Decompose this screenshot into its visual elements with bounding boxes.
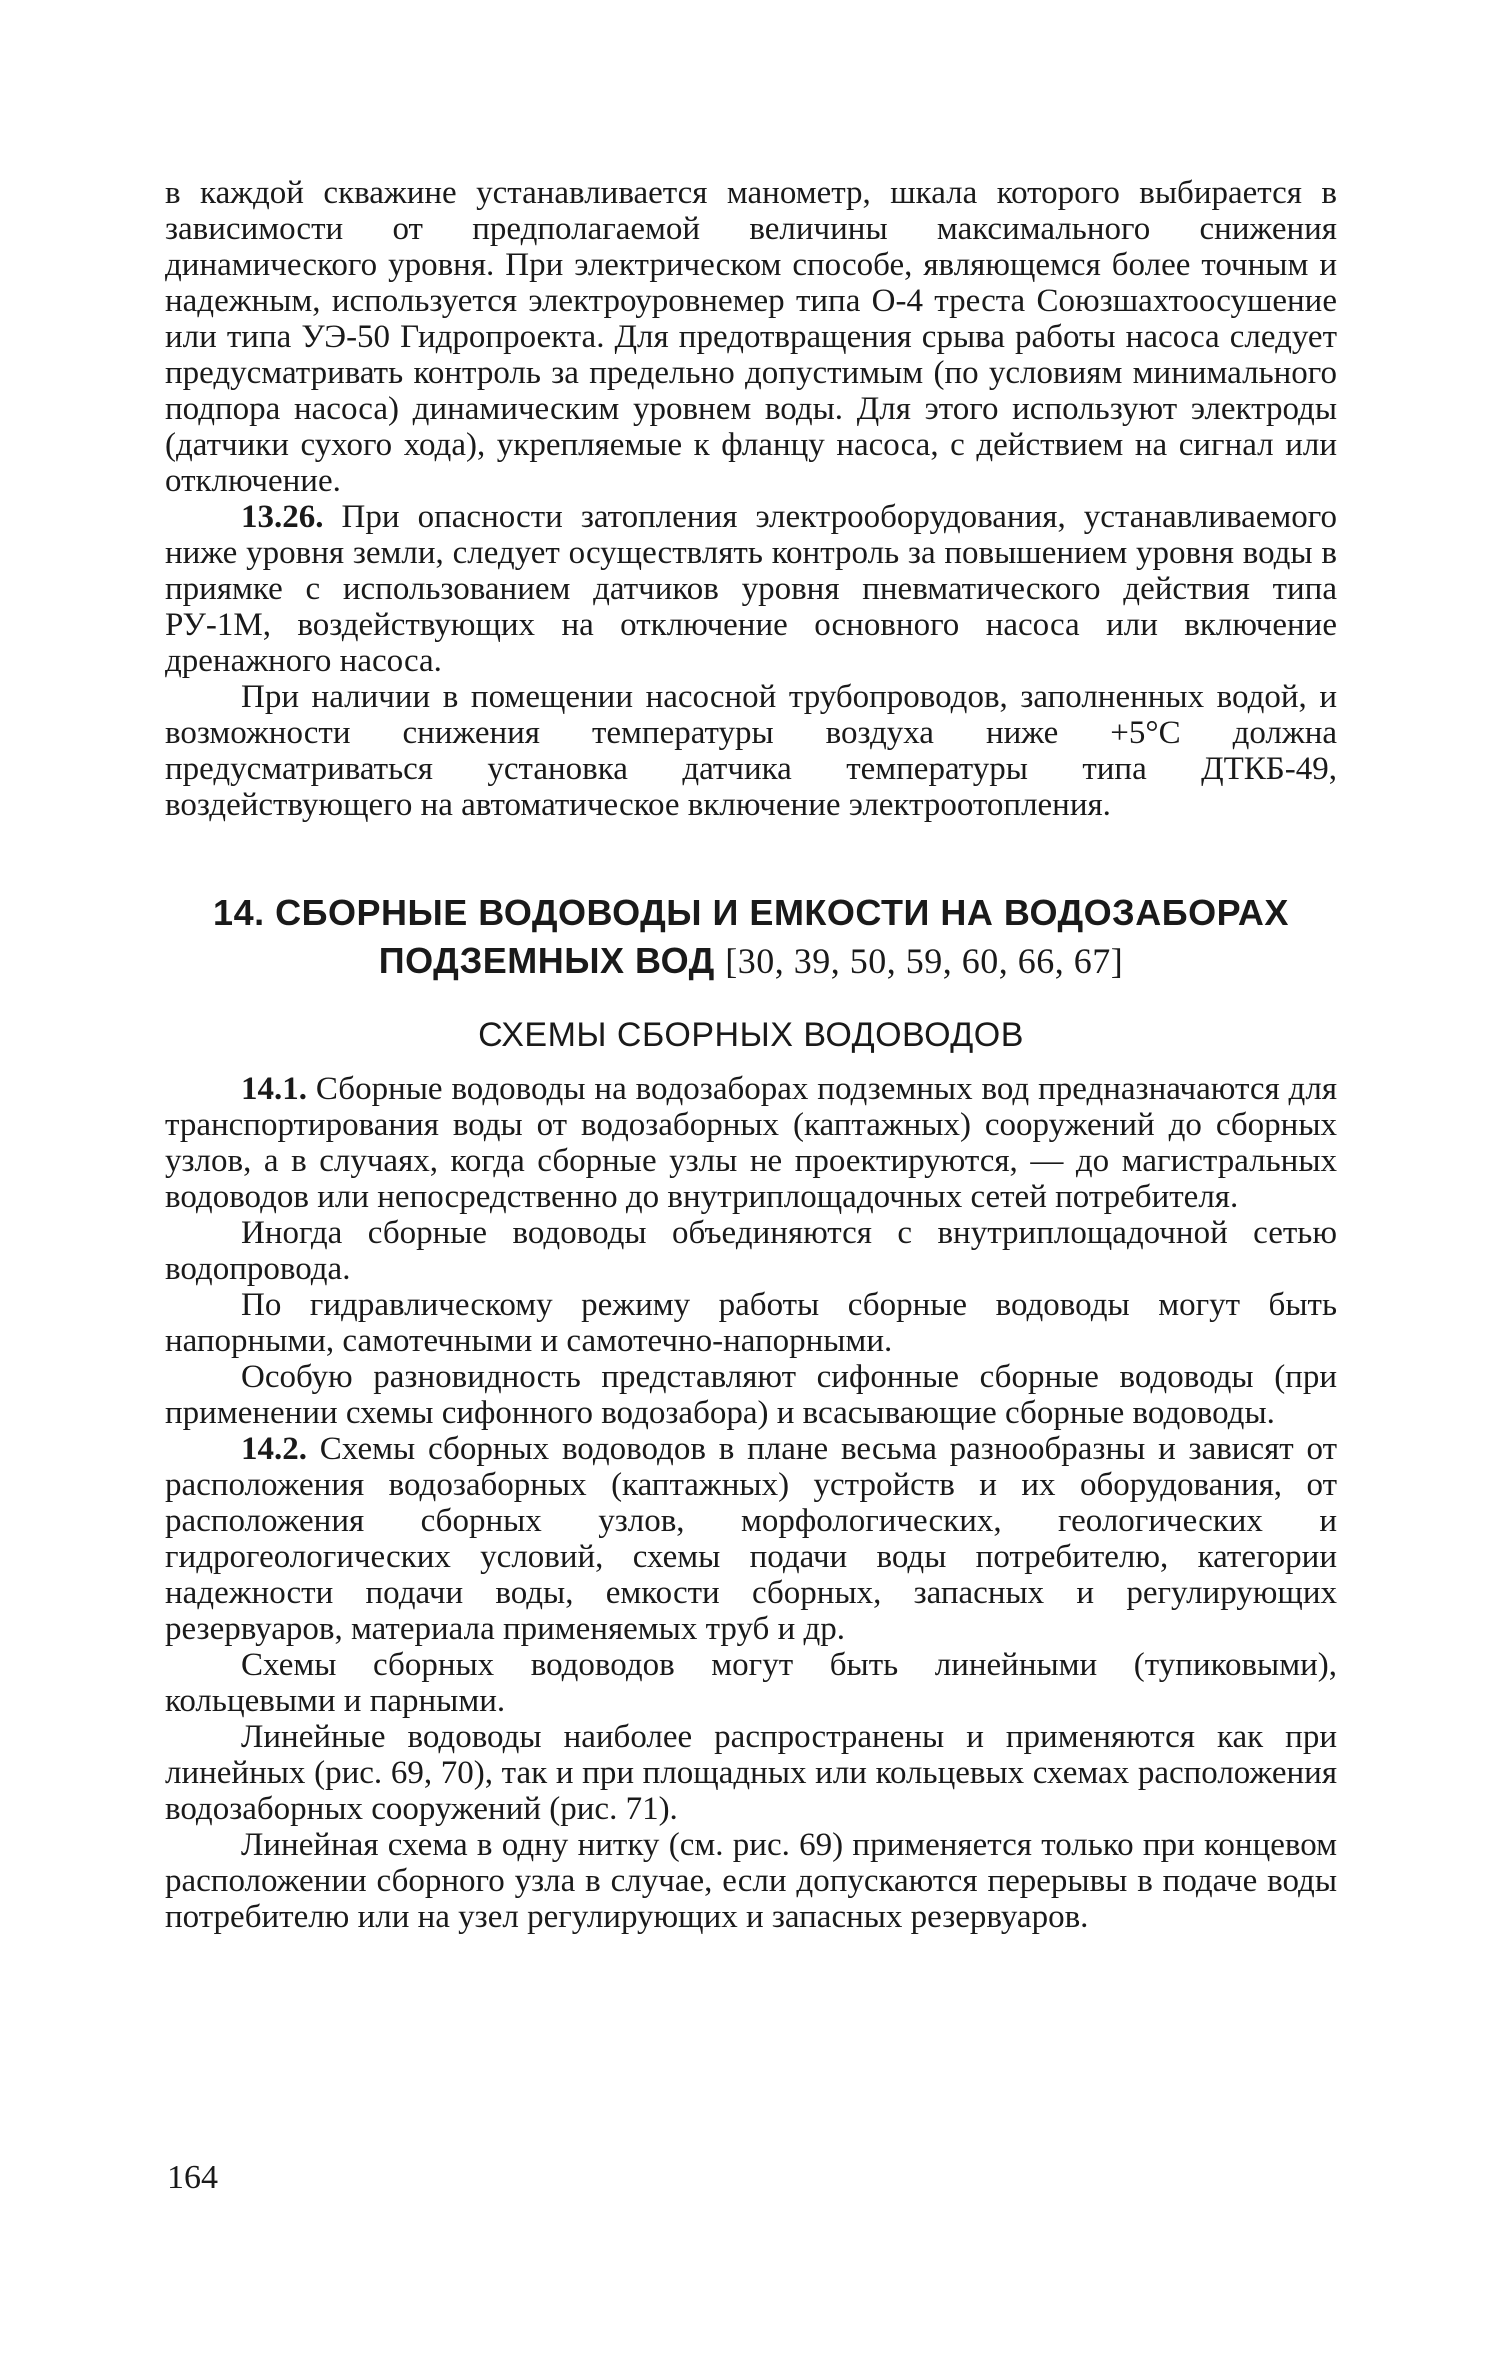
page-body <box>165 175 1337 1935</box>
paragraph-linear <box>165 1719 1337 1827</box>
paragraph-number: 14.1. <box>241 1071 307 1107</box>
body-paragraphs <box>165 1071 1337 1935</box>
section-title-line-1 <box>165 889 1337 937</box>
paragraph-combined-network <box>165 1215 1337 1287</box>
section-number: 14. <box>213 892 265 933</box>
paragraph-siphon <box>165 1359 1337 1431</box>
paragraph-text: Линейная схема в одну нитку (см. рис. 69) применяется только при концевом расположении сборного узла в случае, если допускаются перерывы в подаче воды потребителю или на узел регулирующих и запасных резервуаров. <box>165 1827 1337 1935</box>
paragraph-hydraulic-mode <box>165 1287 1337 1359</box>
top-paragraphs <box>165 175 1337 823</box>
paragraph-number: 13.26. <box>241 499 324 535</box>
section-title-line-2 <box>165 937 1337 985</box>
paragraph-14-1 <box>165 1071 1337 1215</box>
page-number: 164 <box>167 2159 218 2196</box>
paragraph-13-26 <box>165 499 1337 679</box>
paragraph-heating-sensor <box>165 679 1337 823</box>
paragraph-scheme-types <box>165 1647 1337 1719</box>
paragraph-text: Сборные водоводы на водозаборах подземных вод предназначаются для транспортирования воды от водозаборных (каптажных) сооружений до сборных узлов, а в случаях, когда сборные узлы не проектируются, — до магистральных водоводов или непосредственно до внутриплощадочных сетей потребителя. <box>165 1071 1337 1215</box>
section-title-part-1: СБОРНЫЕ ВОДОВОДЫ И ЕМКОСТИ НА ВОДОЗАБОРАХ <box>275 892 1289 933</box>
section-title-part-2: ПОДЗЕМНЫХ ВОД <box>378 940 715 981</box>
paragraph-continuation <box>165 175 1337 499</box>
section-heading <box>165 889 1337 985</box>
paragraph-text: По гидравлическому режиму работы сборные водоводы могут быть напорными, самотечными и самотечно-напорными. <box>165 1287 1337 1359</box>
paragraph-text: При наличии в помещении насосной трубопроводов, заполненных водой, и возможности снижения температуры воздуха ниже +5°С должна предусматриваться установка датчика температуры типа ДТКБ-49, воздействующего на автоматическое включение электроотопления. <box>165 679 1337 823</box>
section-references: [30, 39, 50, 59, 60, 66, 67] <box>725 941 1124 981</box>
subsection-title: СХЕМЫ СБОРНЫХ ВОДОВОДОВ <box>478 1016 1024 1054</box>
paragraph-14-2 <box>165 1431 1337 1647</box>
paragraph-text: Линейные водоводы наиболее распространены и применяются как при линейных (рис. 69, 70), так и при площадных или кольцевых схемах расположения водозаборных сооружений (рис. 71). <box>165 1719 1337 1827</box>
paragraph-single-line <box>165 1827 1337 1935</box>
paragraph-text: Особую разновидность представляют сифонные сборные водоводы (при применении схемы сифонного водозабора) и всасывающие сборные водоводы. <box>165 1359 1337 1431</box>
paragraph-text: в каждой скважине устанавливается манометр, шкала которого выбирается в зависимости от предполагаемой величины максимального снижения динамического уровня. При электрическом способе, являющемся более точным и надежным, используется электроуровнемер типа О-4 треста Союзшахтоосушение или типа УЭ-50 Гидропроекта. Для предотвращения срыва работы насоса следует предусматривать контроль за предельно допустимым (по условиям минимального подпора насоса) динамическим уровнем воды. Для этого используют электроды (датчики сухого хода), укрепляемые к фланцу насоса, с действием на сигнал или отключение. <box>165 175 1337 499</box>
paragraph-text: При опасности затопления электрооборудования, устанавливаемого ниже уровня земли, следует осуществлять контроль за повышением уровня воды в приямке с использованием датчиков уровня пневматического действия типа РУ-1М, воздействующих на отключение основного насоса или включение дренажного насоса. <box>165 499 1337 679</box>
paragraph-text: Иногда сборные водоводы объединяются с внутриплощадочной сетью водопровода. <box>165 1215 1337 1287</box>
paragraph-text: Схемы сборных водоводов в плане весьма разнообразны и зависят от расположения водозаборных (каптажных) устройств и их оборудования, от расположения сборных узлов, морфологических, геологических и гидрогеологических условий, схемы подачи воды потребителю, категории надежности подачи воды, емкости сборных, запасных и регулирующих резервуаров, материала применяемых труб и др. <box>165 1431 1337 1647</box>
paragraph-text: Схемы сборных водоводов могут быть линейными (тупиковыми), кольцевыми и парными. <box>165 1647 1337 1719</box>
paragraph-number: 14.2. <box>241 1431 307 1467</box>
